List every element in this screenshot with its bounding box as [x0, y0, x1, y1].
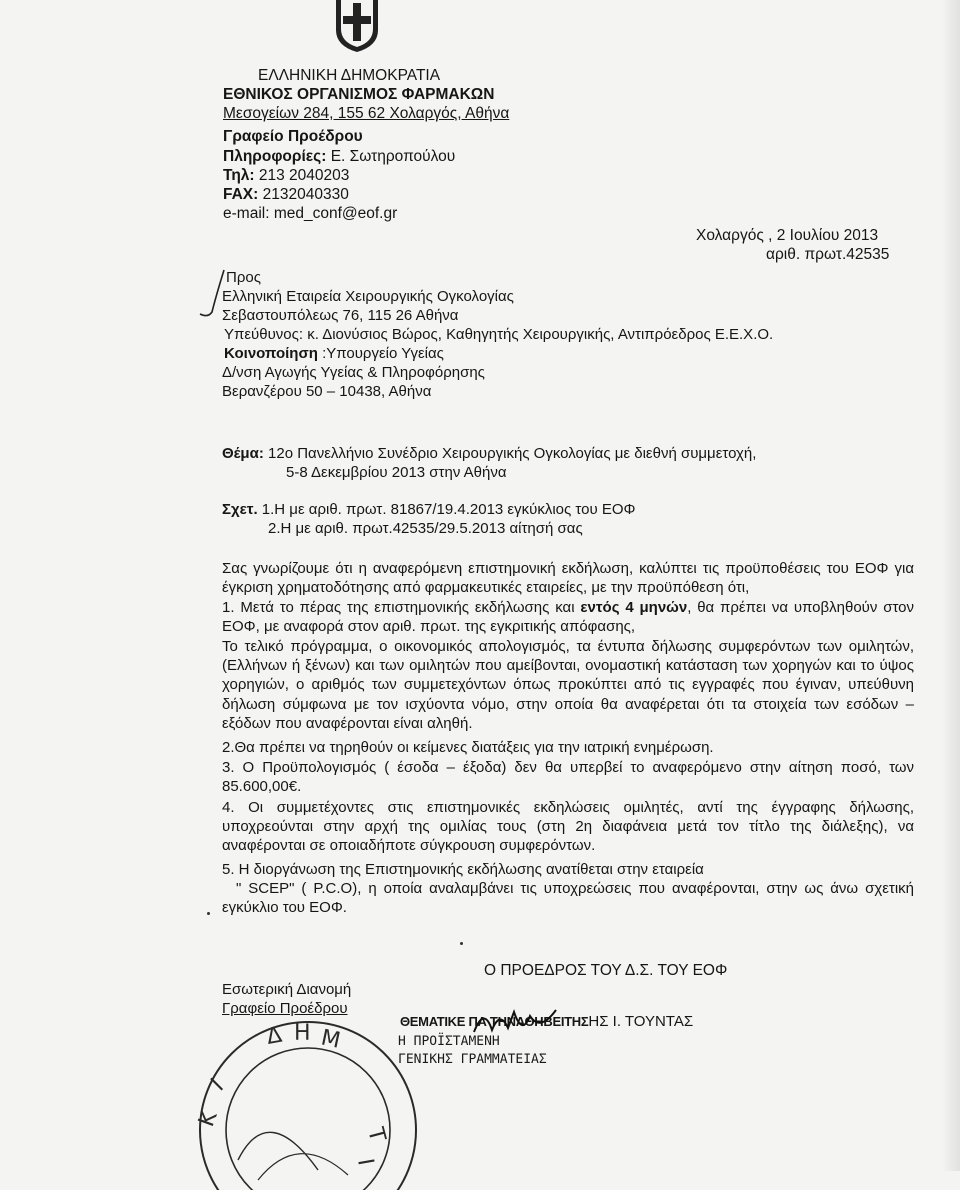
reference-label: Σχετ.	[222, 501, 258, 518]
info-value: Ε. Σωτηροπούλου	[330, 148, 456, 165]
email-line: e-mail: med_conf@eof.gr	[223, 205, 398, 222]
stamp-line-1: Η ΠΡΟΪΣΤΑΜΕΝΗ	[398, 1034, 500, 1049]
recipient-line-3: Υπεύθυνος: κ. Διονύσιος Βώρος, Καθηγητής Χειρουργικής, Αντιπρόεδρος Ε.Ε.Χ.Ο.	[224, 326, 774, 343]
fax-line	[223, 186, 349, 205]
organization-name: ΕΘΝΙΚΟΣ ΟΡΓΑΝΙΣΜΟΣ ΦΑΡΜΑΚΩΝ	[223, 86, 495, 103]
body-point-1	[222, 598, 914, 636]
cc-line-3: Βερανζέρου 50 – 10438, Αθήνα	[222, 383, 432, 400]
svg-text:Δ: Δ	[264, 1022, 284, 1050]
distribution-line-2: Γραφείο Προέδρου	[222, 1000, 348, 1017]
recipient-to: Προς	[226, 269, 261, 286]
svg-text:Ι: Ι	[206, 1073, 229, 1097]
fax-value: 2132040330	[262, 186, 349, 203]
info-label: Πληροφορίες:	[223, 148, 327, 165]
signature-title: Ο ΠΡΟΕΔΡΟΣ ΤΟΥ Δ.Σ. ΤΟΥ ΕΟΦ	[484, 962, 728, 979]
reference-line-1	[222, 500, 635, 519]
organization-address: Μεσογείων 284, 155 62 Χολαργός, Αθήνα	[223, 105, 510, 122]
reference-line-2: 2.Η με αριθ. πρωτ.42535/29.5.2013 αίτησή σας	[268, 520, 583, 537]
info-line	[223, 148, 455, 167]
reference-text-1: 1.Η με αριθ. πρωτ. 81867/19.4.2013 εγκύκλιος του ΕΟΦ	[261, 501, 636, 518]
recipient-line-2: Σεβαστουπόλεως 76, 115 26 Αθήνα	[222, 307, 459, 324]
greek-coat-of-arms-icon	[332, 0, 382, 52]
body-point-1-end: , θα πρέπει να υποβληθούν στον ΕΟΦ, με αναφορά στον αριθ. πρωτ. της εγκριτικής απόφασης,	[222, 599, 915, 636]
svg-text:Τ: Τ	[362, 1125, 390, 1145]
cc-label: Κοινοποίηση	[224, 345, 318, 362]
tel-line	[223, 167, 349, 186]
fax-label: FAX:	[223, 186, 259, 203]
cc-line	[224, 344, 444, 363]
body-point-4: 4. Οι συμμετέχοντες στις επιστημονικές εκδηλώσεις ομιλητές, αντί της έγγραφης δήλωσης, υποχρεούνται στην αρχή της ομιλίας τους (στη 2η διαφάνεια μετά τον τίτλο της διάλεξης), να αναφέρονται σε οποιαδήποτε σύγκρουση συμφερόντων.	[222, 799, 914, 855]
cc-line-2: Δ/νση Αγωγής Υγείας & Πληροφόρησης	[222, 364, 485, 381]
body-point-1-start: 1. Μετά το πέρας της επιστημονικής εκδήλωσης και	[222, 599, 581, 616]
body-point-5-line-2: " SCEP" ( P.C.O), η οποία αναλαμβάνει τις υποχρεώσεις που αναφέρονται, στην ως άνω σχετική εγκύκλιο του ΕΟΦ.	[222, 880, 914, 917]
signature-overlay-text: ΘΕΜΑΤΙΚΕ ΠΑ ΤΗΝΑΘΗΒΕΙΤΗΣ	[400, 1014, 589, 1029]
cc-value: :Υπουργείο Υγείας	[322, 345, 444, 362]
subject-line-2: 5-8 Δεκεμβρίου 2013 στην Αθήνα	[286, 464, 507, 481]
svg-text:Η: Η	[294, 1021, 311, 1046]
country-name: ΕΛΛΗΝΙΚΗ ΔΗΜΟΚΡΑΤΙΑ	[258, 67, 441, 84]
distribution-line-1: Εσωτερική Διανομή	[222, 981, 352, 998]
body-point-3: 3. Ο Προϋπολογισμός ( έσοδα – έξοδα) δεν θα υπερβεί το αναφερόμενο στην αίτηση ποσό, των 85.600,00€.	[222, 759, 914, 796]
tel-label: Τηλ:	[223, 167, 255, 184]
svg-text:Ι: Ι	[352, 1156, 378, 1168]
stamp-line-2: ΓΕΝΙΚΗΣ ΓΡΑΜΜΑΤΕΙΑΣ	[398, 1052, 547, 1067]
subject-label: Θέμα:	[222, 445, 264, 462]
subject-text: 12ο Πανελλήνιο Συνέδριο Χειρουργικής Ογκολογίας με διεθνή συμμετοχή,	[268, 445, 757, 462]
scan-dot	[207, 912, 210, 915]
subject-line-1	[222, 444, 756, 463]
official-seal-icon	[194, 1010, 390, 1190]
tel-value: 213 2040203	[258, 167, 350, 184]
protocol-number: αριθ. πρωτ.42535	[766, 246, 890, 263]
office-name: Γραφείο Προέδρου	[223, 128, 363, 145]
scan-edge-shadow	[942, 0, 960, 1171]
body-point-1-deadline: εντός 4 μηνών	[580, 599, 688, 616]
svg-text:Μ: Μ	[318, 1025, 343, 1054]
date: Χολαργός , 2 Ιουλίου 2013	[696, 227, 879, 244]
signature-name: ΗΣ Ι. ΤΟΥΝΤΑΣ	[588, 1013, 694, 1030]
recipient-line-1: Ελληνική Εταιρεία Χειρουργικής Ογκολογίας	[222, 288, 514, 305]
body-point-2: 2.Θα πρέπει να τηρηθούν οι κείμενες διατάξεις για την ιατρική ενημέρωση.	[222, 739, 714, 756]
scan-dot	[460, 942, 463, 945]
body-intro: Σας γνωρίζουμε ότι η αναφερόμενη επιστημονική εκδήλωση, καλύπτει τις προϋποθέσεις του ΕΟΦ για έγκριση χρηματοδότησης από φαρμακευτικές εταιρείες, με την προϋπόθεση ότι,	[222, 560, 914, 597]
body-point-5-line-1: 5. Η διοργάνωση της Επιστημονικής εκδήλωσης ανατίθεται στην εταιρεία	[222, 861, 704, 878]
body-point-1-details: Το τελικό πρόγραμμα, ο οικονομικός απολογισμός, τα έντυπα δήλωσης συμφερόντων των ομιλητών, (Ελλήνων ή ξένων) και των ομιλητών που αμείβονται, ονομαστική κατάσταση των χορηγών και το ύψος χορηγιών, ο αριθμός των συμμετεχόντων όπως προκύπτει από τις εγγραφές που έγιναν, υπεύθυνη δήλωση σύμφωνα με τον ισχύοντα νόμο, στην οποία θα αναφέρεται ότι τα στοιχεία των εσόδων – εξόδων που αναφέρονται είναι αληθή.	[222, 638, 914, 732]
svg-text:Κ: Κ	[194, 1107, 223, 1131]
